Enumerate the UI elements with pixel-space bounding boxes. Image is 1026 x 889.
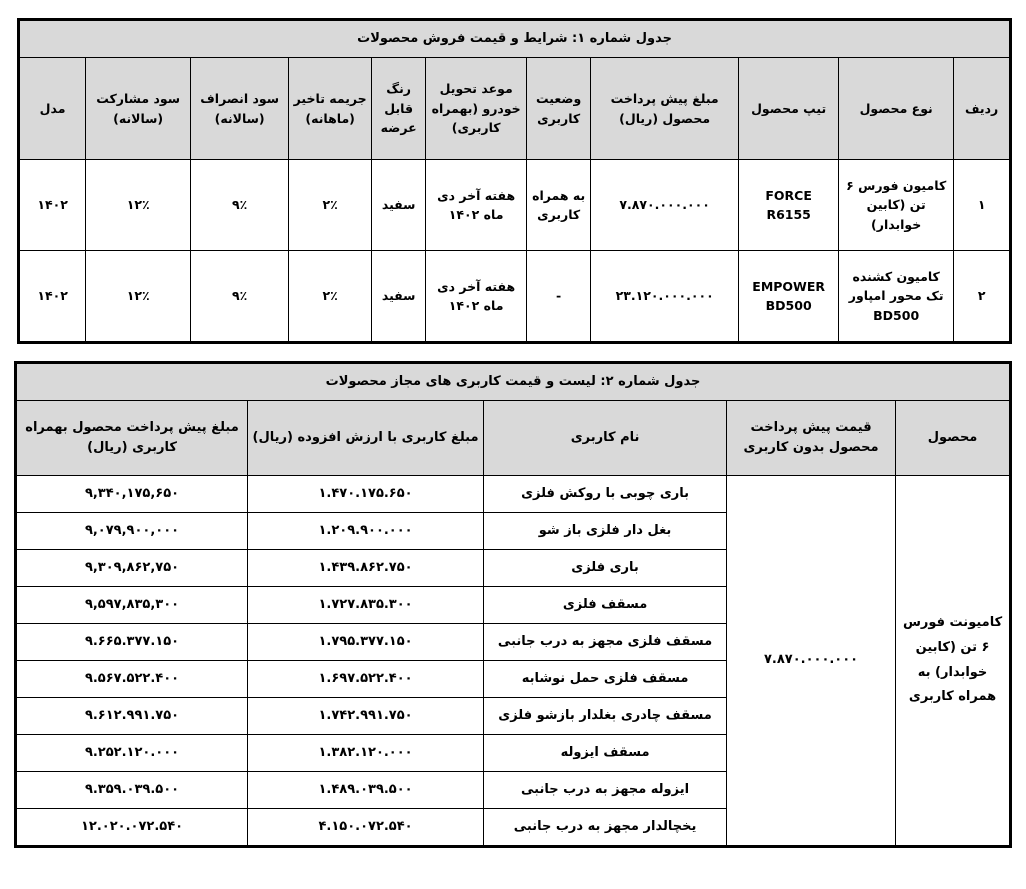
cell-total-prepayment: ۹.۵۶۷.۵۲۲.۴۰۰ (16, 661, 248, 698)
cell-prepayment: ۲۳.۱۲۰.۰۰۰.۰۰۰ (591, 251, 739, 343)
cell-usage-name: باری چوبی با روکش فلزی (484, 476, 727, 513)
cell-partnership-interest: ۱۲٪ (86, 251, 191, 343)
cell-usage-price: ۱.۷۲۷.۸۳۵.۳۰۰ (248, 587, 484, 624)
cell-usage-name: یخچالدار مجهز به درب جانبی (484, 809, 727, 847)
cell-usage-price: ۱.۷۴۲.۹۹۱.۷۵۰ (248, 698, 484, 735)
header-usage-price: مبلغ کاربری با ارزش افزوده (ریال) (248, 401, 484, 476)
header-product-model: تیپ محصول (739, 58, 839, 160)
sales-conditions-table (17, 18, 1012, 344)
cell-model-year: ۱۴۰۲ (19, 251, 86, 343)
header-total-prepayment: مبلغ پیش پرداخت محصول بهمراه کاربری (ریال) (16, 401, 248, 476)
cell-usage-price: ۱.۶۹۷.۵۲۲.۴۰۰ (248, 661, 484, 698)
cell-color: سفید (372, 251, 426, 343)
cell-usage-price: ۱.۳۸۲.۱۲۰.۰۰۰ (248, 735, 484, 772)
cell-cancel-interest: ۹٪ (191, 251, 289, 343)
cell-delivery-date: هفته آخر دی ماه ۱۴۰۲ (426, 160, 527, 251)
cell-product: کامیونت فورس ۶ تن (کابین خوابدار) به همراه کاربری (896, 476, 1011, 847)
header-color: رنگ قابل عرضه (372, 58, 426, 160)
cell-total-prepayment: ۹.۲۵۲.۱۲۰.۰۰۰ (16, 735, 248, 772)
cell-total-prepayment: ۹.۳۵۹.۰۳۹.۵۰۰ (16, 772, 248, 809)
cell-cancel-interest: ۹٪ (191, 160, 289, 251)
cell-product-type: کامیون کشنده تک محور امپاور BD500 (839, 251, 954, 343)
cell-total-prepayment: ۹,۳۰۹,۸۶۲,۷۵۰ (16, 550, 248, 587)
cell-product-type: کامیون فورس ۶ تن (کابین خوابدار) (839, 160, 954, 251)
cell-delay-penalty: ۲٪ (289, 251, 372, 343)
header-cancel-interest: سود انصراف (سالانه) (191, 58, 289, 160)
cell-model-year: ۱۴۰۲ (19, 160, 86, 251)
cell-usage-name: مسقف چادری بغلدار بازشو فلزی (484, 698, 727, 735)
cell-base-price: ۷.۸۷۰.۰۰۰.۰۰۰ (727, 476, 896, 847)
cell-usage-name: مسقف فلزی (484, 587, 727, 624)
cell-total-prepayment: ۹.۶۱۲.۹۹۱.۷۵۰ (16, 698, 248, 735)
table-row (19, 251, 1011, 343)
header-partnership-interest: سود مشارکت (سالانه) (86, 58, 191, 160)
cell-product-model: EMPOWER BD500 (739, 251, 839, 343)
cell-usage-name: باری فلزی (484, 550, 727, 587)
cell-usage-price: ۱.۴۸۹.۰۳۹.۵۰۰ (248, 772, 484, 809)
cell-color: سفید (372, 160, 426, 251)
cell-total-prepayment: ۹.۶۶۵.۳۷۷.۱۵۰ (16, 624, 248, 661)
cell-usage-price: ۱.۴۳۹.۸۶۲.۷۵۰ (248, 550, 484, 587)
header-usage-status: وضعیت کاربری (527, 58, 591, 160)
cell-usage-status: به همراه کاربری (527, 160, 591, 251)
cell-total-prepayment: ۱۲.۰۲۰.۰۷۲.۵۴۰ (16, 809, 248, 847)
cell-row-number: ۲ (954, 251, 1011, 343)
cell-total-prepayment: ۹,۳۴۰,۱۷۵,۶۵۰ (16, 476, 248, 513)
cell-usage-name: مسقف ایزوله (484, 735, 727, 772)
cell-usage-price: ۱.۴۷۰.۱۷۵.۶۵۰ (248, 476, 484, 513)
cell-usage-status: - (527, 251, 591, 343)
table1-caption: جدول شماره ۱: شرایط و قیمت فروش محصولات (19, 20, 1011, 58)
cell-product-model: FORCE R6155 (739, 160, 839, 251)
cell-delay-penalty: ۲٪ (289, 160, 372, 251)
header-delay-penalty: جریمه تاخیر (ماهانه) (289, 58, 372, 160)
header-model-year: مدل (19, 58, 86, 160)
usage-price-table (14, 361, 1012, 848)
cell-delivery-date: هفته آخر دی ماه ۱۴۰۲ (426, 251, 527, 343)
table-row (19, 160, 1011, 251)
header-usage-name: نام کاربری (484, 401, 727, 476)
header-product-type: نوع محصول (839, 58, 954, 160)
cell-usage-name: ایزوله مجهز به درب جانبی (484, 772, 727, 809)
cell-usage-name: مسقف فلزی مجهز به درب جانبی (484, 624, 727, 661)
cell-usage-price: ۱.۷۹۵.۳۷۷.۱۵۰ (248, 624, 484, 661)
cell-usage-price: ۱.۲۰۹.۹۰۰.۰۰۰ (248, 513, 484, 550)
cell-prepayment: ۷.۸۷۰.۰۰۰.۰۰۰ (591, 160, 739, 251)
header-base-price: قیمت پیش پرداخت محصول بدون کاربری (727, 401, 896, 476)
cell-partnership-interest: ۱۲٪ (86, 160, 191, 251)
header-delivery-date: موعد تحویل خودرو (بهمراه کاربری) (426, 58, 527, 160)
cell-usage-name: بغل دار فلزی باز شو (484, 513, 727, 550)
cell-row-number: ۱ (954, 160, 1011, 251)
table-row (16, 476, 1011, 513)
header-prepayment: مبلغ پیش پرداخت محصول (ریال) (591, 58, 739, 160)
cell-usage-name: مسقف فلزی حمل نوشابه (484, 661, 727, 698)
table2-caption: جدول شماره ۲: لیست و قیمت کاربری های مجاز محصولات (16, 363, 1011, 401)
cell-usage-price: ۴.۱۵۰.۰۷۲.۵۴۰ (248, 809, 484, 847)
cell-total-prepayment: ۹,۰۷۹,۹۰۰,۰۰۰ (16, 513, 248, 550)
cell-total-prepayment: ۹,۵۹۷,۸۳۵,۳۰۰ (16, 587, 248, 624)
header-row-number: ردیف (954, 58, 1011, 160)
header-product: محصول (896, 401, 1011, 476)
